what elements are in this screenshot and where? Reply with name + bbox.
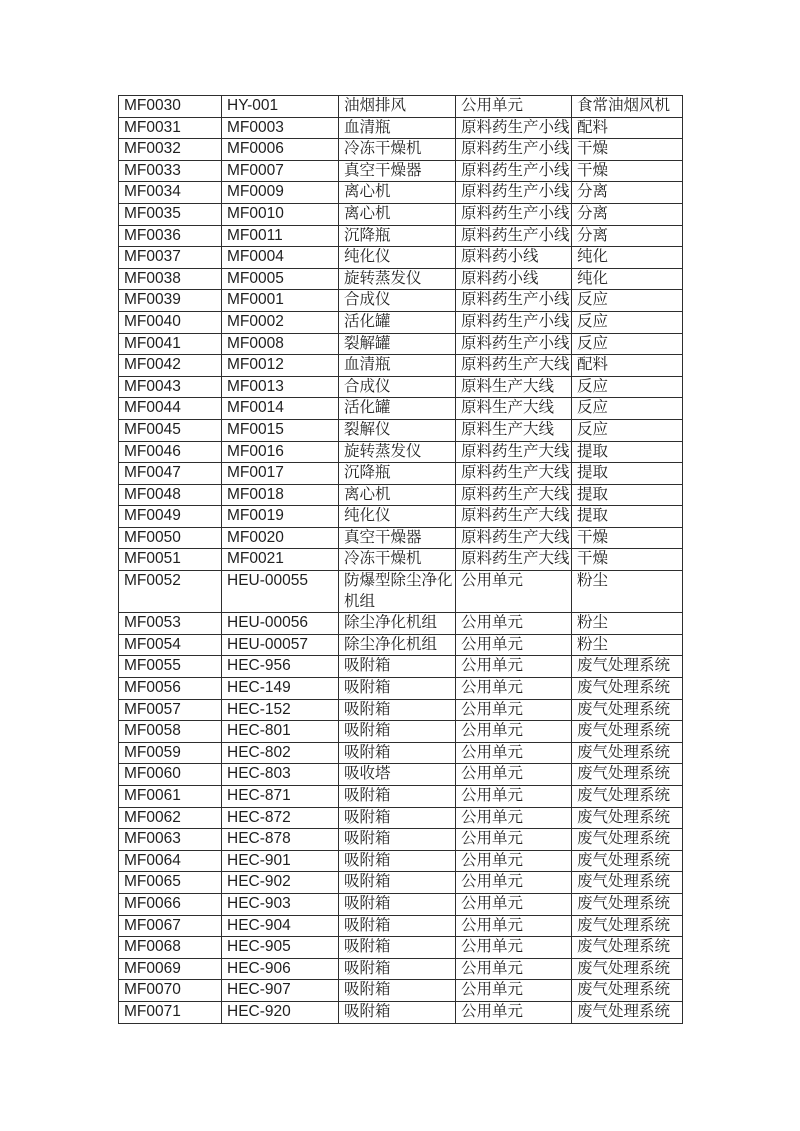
table-cell: MF0016 — [222, 441, 339, 463]
table-cell: MF0054 — [119, 634, 222, 656]
table-cell: 公用单元 — [456, 656, 572, 678]
table-cell: 公用单元 — [456, 678, 572, 700]
table-cell: MF0032 — [119, 139, 222, 161]
table-cell: 公用单元 — [456, 937, 572, 959]
table-cell: MF0066 — [119, 893, 222, 915]
table-cell: 废气处理系统 — [572, 915, 683, 937]
table-cell: MF0013 — [222, 376, 339, 398]
table-cell: 粉尘 — [572, 634, 683, 656]
table-row — [119, 721, 683, 743]
table-row — [119, 333, 683, 355]
table-row — [119, 571, 683, 613]
table-row — [119, 678, 683, 700]
table-cell: HEC-878 — [222, 829, 339, 851]
table-cell: 公用单元 — [456, 872, 572, 894]
table-cell: MF0017 — [222, 463, 339, 485]
table-cell: 废气处理系统 — [572, 678, 683, 700]
table-cell: 除尘净化机组 — [339, 613, 456, 635]
table-row — [119, 807, 683, 829]
table-cell: MF0007 — [222, 160, 339, 182]
table-cell: 提取 — [572, 506, 683, 528]
table-cell: MF0020 — [222, 527, 339, 549]
table-cell: MF0058 — [119, 721, 222, 743]
table-cell: 原料药生产大线 — [456, 527, 572, 549]
table-cell: 原料药生产大线 — [456, 484, 572, 506]
table-cell: HY-001 — [222, 96, 339, 118]
table-cell: 吸附箱 — [339, 829, 456, 851]
table-cell: 原料药生产小线 — [456, 203, 572, 225]
table-cell: MF0035 — [119, 203, 222, 225]
table-cell: MF0053 — [119, 613, 222, 635]
table-cell: 反应 — [572, 333, 683, 355]
table-row — [119, 872, 683, 894]
table-cell: 废气处理系统 — [572, 721, 683, 743]
table-cell: 公用单元 — [456, 829, 572, 851]
table-cell: MF0046 — [119, 441, 222, 463]
table-row — [119, 160, 683, 182]
table-cell: MF0070 — [119, 980, 222, 1002]
table-cell: MF0002 — [222, 311, 339, 333]
table-cell: MF0063 — [119, 829, 222, 851]
table-cell: MF0001 — [222, 290, 339, 312]
table-cell: MF0065 — [119, 872, 222, 894]
table-cell: MF0069 — [119, 958, 222, 980]
table-cell: MF0006 — [222, 139, 339, 161]
table-row — [119, 527, 683, 549]
table-cell: 公用单元 — [456, 742, 572, 764]
table-cell: HEC-872 — [222, 807, 339, 829]
table-cell: 废气处理系统 — [572, 893, 683, 915]
table-cell: 旋转蒸发仪 — [339, 268, 456, 290]
table-cell: 吸附箱 — [339, 699, 456, 721]
table-row — [119, 203, 683, 225]
table-cell: 旋转蒸发仪 — [339, 441, 456, 463]
table-cell: 沉降瓶 — [339, 463, 456, 485]
table-cell: HEC-907 — [222, 980, 339, 1002]
table-cell: 公用单元 — [456, 571, 572, 613]
table-cell: HEC-871 — [222, 786, 339, 808]
table-cell: 公用单元 — [456, 915, 572, 937]
equipment-table-container — [118, 95, 682, 1024]
table-cell: MF0009 — [222, 182, 339, 204]
table-cell: 冷冻干燥机 — [339, 139, 456, 161]
table-cell: 吸附箱 — [339, 786, 456, 808]
table-cell: MF0004 — [222, 247, 339, 269]
table-cell: 公用单元 — [456, 613, 572, 635]
table-row — [119, 893, 683, 915]
table-cell: 废气处理系统 — [572, 1001, 683, 1023]
table-cell: 吸附箱 — [339, 980, 456, 1002]
equipment-table — [118, 95, 683, 1024]
table-row — [119, 419, 683, 441]
table-cell: 防爆型除尘净化机组 — [339, 571, 456, 613]
table-cell: 干燥 — [572, 527, 683, 549]
table-cell: MF0011 — [222, 225, 339, 247]
table-row — [119, 549, 683, 571]
table-cell: MF0019 — [222, 506, 339, 528]
table-cell: HEC-903 — [222, 893, 339, 915]
table-cell: MF0033 — [119, 160, 222, 182]
table-cell: 废气处理系统 — [572, 764, 683, 786]
table-cell: 原料生产大线 — [456, 376, 572, 398]
table-cell: 废气处理系统 — [572, 937, 683, 959]
table-cell: 原料生产大线 — [456, 398, 572, 420]
table-cell: MF0040 — [119, 311, 222, 333]
table-row — [119, 355, 683, 377]
table-cell: 原料药生产大线 — [456, 463, 572, 485]
table-cell: 原料药生产小线 — [456, 225, 572, 247]
table-cell: MF0008 — [222, 333, 339, 355]
table-cell: 废气处理系统 — [572, 807, 683, 829]
table-cell: MF0050 — [119, 527, 222, 549]
table-cell: 分离 — [572, 225, 683, 247]
table-cell: HEC-905 — [222, 937, 339, 959]
table-cell: 纯化仪 — [339, 247, 456, 269]
table-cell: 配料 — [572, 355, 683, 377]
table-cell: 反应 — [572, 311, 683, 333]
table-cell: HEC-802 — [222, 742, 339, 764]
table-cell: MF0062 — [119, 807, 222, 829]
table-row — [119, 915, 683, 937]
table-cell: 吸附箱 — [339, 656, 456, 678]
table-cell: 食常油烟风机 — [572, 96, 683, 118]
table-cell: 反应 — [572, 419, 683, 441]
table-cell: 原料药生产小线 — [456, 311, 572, 333]
table-cell: 公用单元 — [456, 893, 572, 915]
table-cell: 吸附箱 — [339, 872, 456, 894]
table-cell: MF0041 — [119, 333, 222, 355]
table-row — [119, 463, 683, 485]
table-row — [119, 311, 683, 333]
table-cell: HEC-956 — [222, 656, 339, 678]
table-row — [119, 290, 683, 312]
table-cell: 废气处理系统 — [572, 699, 683, 721]
table-cell: MF0005 — [222, 268, 339, 290]
table-cell: MF0064 — [119, 850, 222, 872]
table-cell: 血清瓶 — [339, 355, 456, 377]
table-cell: MF0067 — [119, 915, 222, 937]
table-row — [119, 829, 683, 851]
table-cell: MF0036 — [119, 225, 222, 247]
table-row — [119, 850, 683, 872]
table-cell: 反应 — [572, 398, 683, 420]
table-cell: 真空干燥器 — [339, 527, 456, 549]
table-cell: 原料药生产大线 — [456, 506, 572, 528]
table-row — [119, 786, 683, 808]
table-cell: HEC-901 — [222, 850, 339, 872]
table-cell: MF0042 — [119, 355, 222, 377]
table-cell: 裂解仪 — [339, 419, 456, 441]
table-row — [119, 117, 683, 139]
table-cell: 配料 — [572, 117, 683, 139]
table-cell: 离心机 — [339, 203, 456, 225]
table-row — [119, 980, 683, 1002]
table-cell: 合成仪 — [339, 376, 456, 398]
table-cell: 纯化 — [572, 247, 683, 269]
table-cell: HEC-803 — [222, 764, 339, 786]
table-row — [119, 742, 683, 764]
table-cell: 合成仪 — [339, 290, 456, 312]
table-row — [119, 398, 683, 420]
table-cell: 油烟排风 — [339, 96, 456, 118]
table-row — [119, 96, 683, 118]
table-row — [119, 268, 683, 290]
table-cell: MF0038 — [119, 268, 222, 290]
table-cell: MF0030 — [119, 96, 222, 118]
table-row — [119, 656, 683, 678]
table-cell: 真空干燥器 — [339, 160, 456, 182]
table-cell: 公用单元 — [456, 958, 572, 980]
table-cell: HEU-00056 — [222, 613, 339, 635]
table-cell: HEC-904 — [222, 915, 339, 937]
table-cell: 分离 — [572, 182, 683, 204]
table-cell: 吸附箱 — [339, 721, 456, 743]
table-cell: 公用单元 — [456, 807, 572, 829]
equipment-table-body — [119, 96, 683, 1024]
table-cell: 提取 — [572, 441, 683, 463]
table-cell: HEU-00055 — [222, 571, 339, 613]
table-row — [119, 225, 683, 247]
table-cell: 吸附箱 — [339, 678, 456, 700]
table-cell: 原料药生产小线 — [456, 333, 572, 355]
table-cell: 干燥 — [572, 139, 683, 161]
table-cell: 冷冻干燥机 — [339, 549, 456, 571]
table-cell: MF0068 — [119, 937, 222, 959]
table-cell: 沉降瓶 — [339, 225, 456, 247]
table-cell: MF0018 — [222, 484, 339, 506]
table-row — [119, 247, 683, 269]
table-row — [119, 182, 683, 204]
table-cell: MF0057 — [119, 699, 222, 721]
table-cell: HEC-920 — [222, 1001, 339, 1023]
table-cell: 废气处理系统 — [572, 980, 683, 1002]
table-cell: 反应 — [572, 376, 683, 398]
table-cell: 公用单元 — [456, 1001, 572, 1023]
table-cell: MF0012 — [222, 355, 339, 377]
table-cell: MF0071 — [119, 1001, 222, 1023]
table-row — [119, 441, 683, 463]
table-row — [119, 764, 683, 786]
table-cell: 活化罐 — [339, 398, 456, 420]
table-cell: 公用单元 — [456, 786, 572, 808]
table-cell: HEC-149 — [222, 678, 339, 700]
table-cell: 公用单元 — [456, 96, 572, 118]
table-cell: 公用单元 — [456, 764, 572, 786]
table-cell: MF0034 — [119, 182, 222, 204]
table-cell: 干燥 — [572, 160, 683, 182]
table-row — [119, 506, 683, 528]
table-cell: 废气处理系统 — [572, 850, 683, 872]
table-cell: MF0049 — [119, 506, 222, 528]
table-cell: MF0045 — [119, 419, 222, 441]
table-cell: MF0047 — [119, 463, 222, 485]
table-cell: 公用单元 — [456, 634, 572, 656]
table-cell: 纯化仪 — [339, 506, 456, 528]
table-cell: 吸附箱 — [339, 937, 456, 959]
table-row — [119, 1001, 683, 1023]
table-cell: MF0010 — [222, 203, 339, 225]
table-cell: 吸附箱 — [339, 807, 456, 829]
table-cell: 提取 — [572, 484, 683, 506]
table-cell: MF0052 — [119, 571, 222, 613]
table-row — [119, 613, 683, 635]
table-cell: 吸附箱 — [339, 1001, 456, 1023]
table-cell: HEC-906 — [222, 958, 339, 980]
table-cell: 活化罐 — [339, 311, 456, 333]
table-cell: 原料生产大线 — [456, 419, 572, 441]
table-cell: HEC-152 — [222, 699, 339, 721]
table-cell: 废气处理系统 — [572, 786, 683, 808]
table-cell: 干燥 — [572, 549, 683, 571]
table-cell: MF0043 — [119, 376, 222, 398]
table-cell: 吸附箱 — [339, 742, 456, 764]
table-cell: 公用单元 — [456, 850, 572, 872]
table-cell: 原料药生产小线 — [456, 160, 572, 182]
table-cell: 分离 — [572, 203, 683, 225]
table-row — [119, 484, 683, 506]
table-cell: MF0044 — [119, 398, 222, 420]
table-cell: 废气处理系统 — [572, 656, 683, 678]
table-cell: 原料药生产小线 — [456, 182, 572, 204]
table-cell: MF0060 — [119, 764, 222, 786]
table-cell: 反应 — [572, 290, 683, 312]
table-cell: 公用单元 — [456, 980, 572, 1002]
table-cell: HEC-902 — [222, 872, 339, 894]
table-cell: 废气处理系统 — [572, 958, 683, 980]
table-cell: 原料药生产大线 — [456, 441, 572, 463]
table-cell: MF0003 — [222, 117, 339, 139]
table-cell: 离心机 — [339, 484, 456, 506]
table-cell: 吸附箱 — [339, 893, 456, 915]
table-cell: 废气处理系统 — [572, 829, 683, 851]
table-cell: 废气处理系统 — [572, 872, 683, 894]
table-cell: MF0015 — [222, 419, 339, 441]
table-cell: 粉尘 — [572, 613, 683, 635]
table-cell: MF0055 — [119, 656, 222, 678]
table-cell: 原料药小线 — [456, 268, 572, 290]
table-cell: MF0037 — [119, 247, 222, 269]
table-cell: HEU-00057 — [222, 634, 339, 656]
table-cell: MF0021 — [222, 549, 339, 571]
table-cell: 吸附箱 — [339, 850, 456, 872]
table-cell: MF0051 — [119, 549, 222, 571]
table-cell: 原料药生产小线 — [456, 117, 572, 139]
table-cell: 血清瓶 — [339, 117, 456, 139]
table-cell: 提取 — [572, 463, 683, 485]
table-cell: MF0048 — [119, 484, 222, 506]
table-cell: MF0039 — [119, 290, 222, 312]
table-row — [119, 634, 683, 656]
table-cell: 粉尘 — [572, 571, 683, 613]
table-cell: 公用单元 — [456, 721, 572, 743]
table-cell: 纯化 — [572, 268, 683, 290]
table-cell: 原料药生产大线 — [456, 549, 572, 571]
table-cell: 裂解罐 — [339, 333, 456, 355]
table-cell: MF0061 — [119, 786, 222, 808]
table-cell: 离心机 — [339, 182, 456, 204]
table-cell: 公用单元 — [456, 699, 572, 721]
table-cell: MF0056 — [119, 678, 222, 700]
table-cell: 原料药生产小线 — [456, 139, 572, 161]
table-row — [119, 937, 683, 959]
table-row — [119, 958, 683, 980]
table-cell: MF0014 — [222, 398, 339, 420]
table-cell: 吸收塔 — [339, 764, 456, 786]
table-row — [119, 376, 683, 398]
table-cell: 除尘净化机组 — [339, 634, 456, 656]
table-cell: 废气处理系统 — [572, 742, 683, 764]
table-cell: 吸附箱 — [339, 915, 456, 937]
table-cell: 原料药生产大线 — [456, 355, 572, 377]
table-cell: HEC-801 — [222, 721, 339, 743]
table-cell: 原料药小线 — [456, 247, 572, 269]
table-cell: MF0059 — [119, 742, 222, 764]
table-cell: MF0031 — [119, 117, 222, 139]
table-row — [119, 139, 683, 161]
table-row — [119, 699, 683, 721]
table-cell: 吸附箱 — [339, 958, 456, 980]
table-cell: 原料药生产小线 — [456, 290, 572, 312]
